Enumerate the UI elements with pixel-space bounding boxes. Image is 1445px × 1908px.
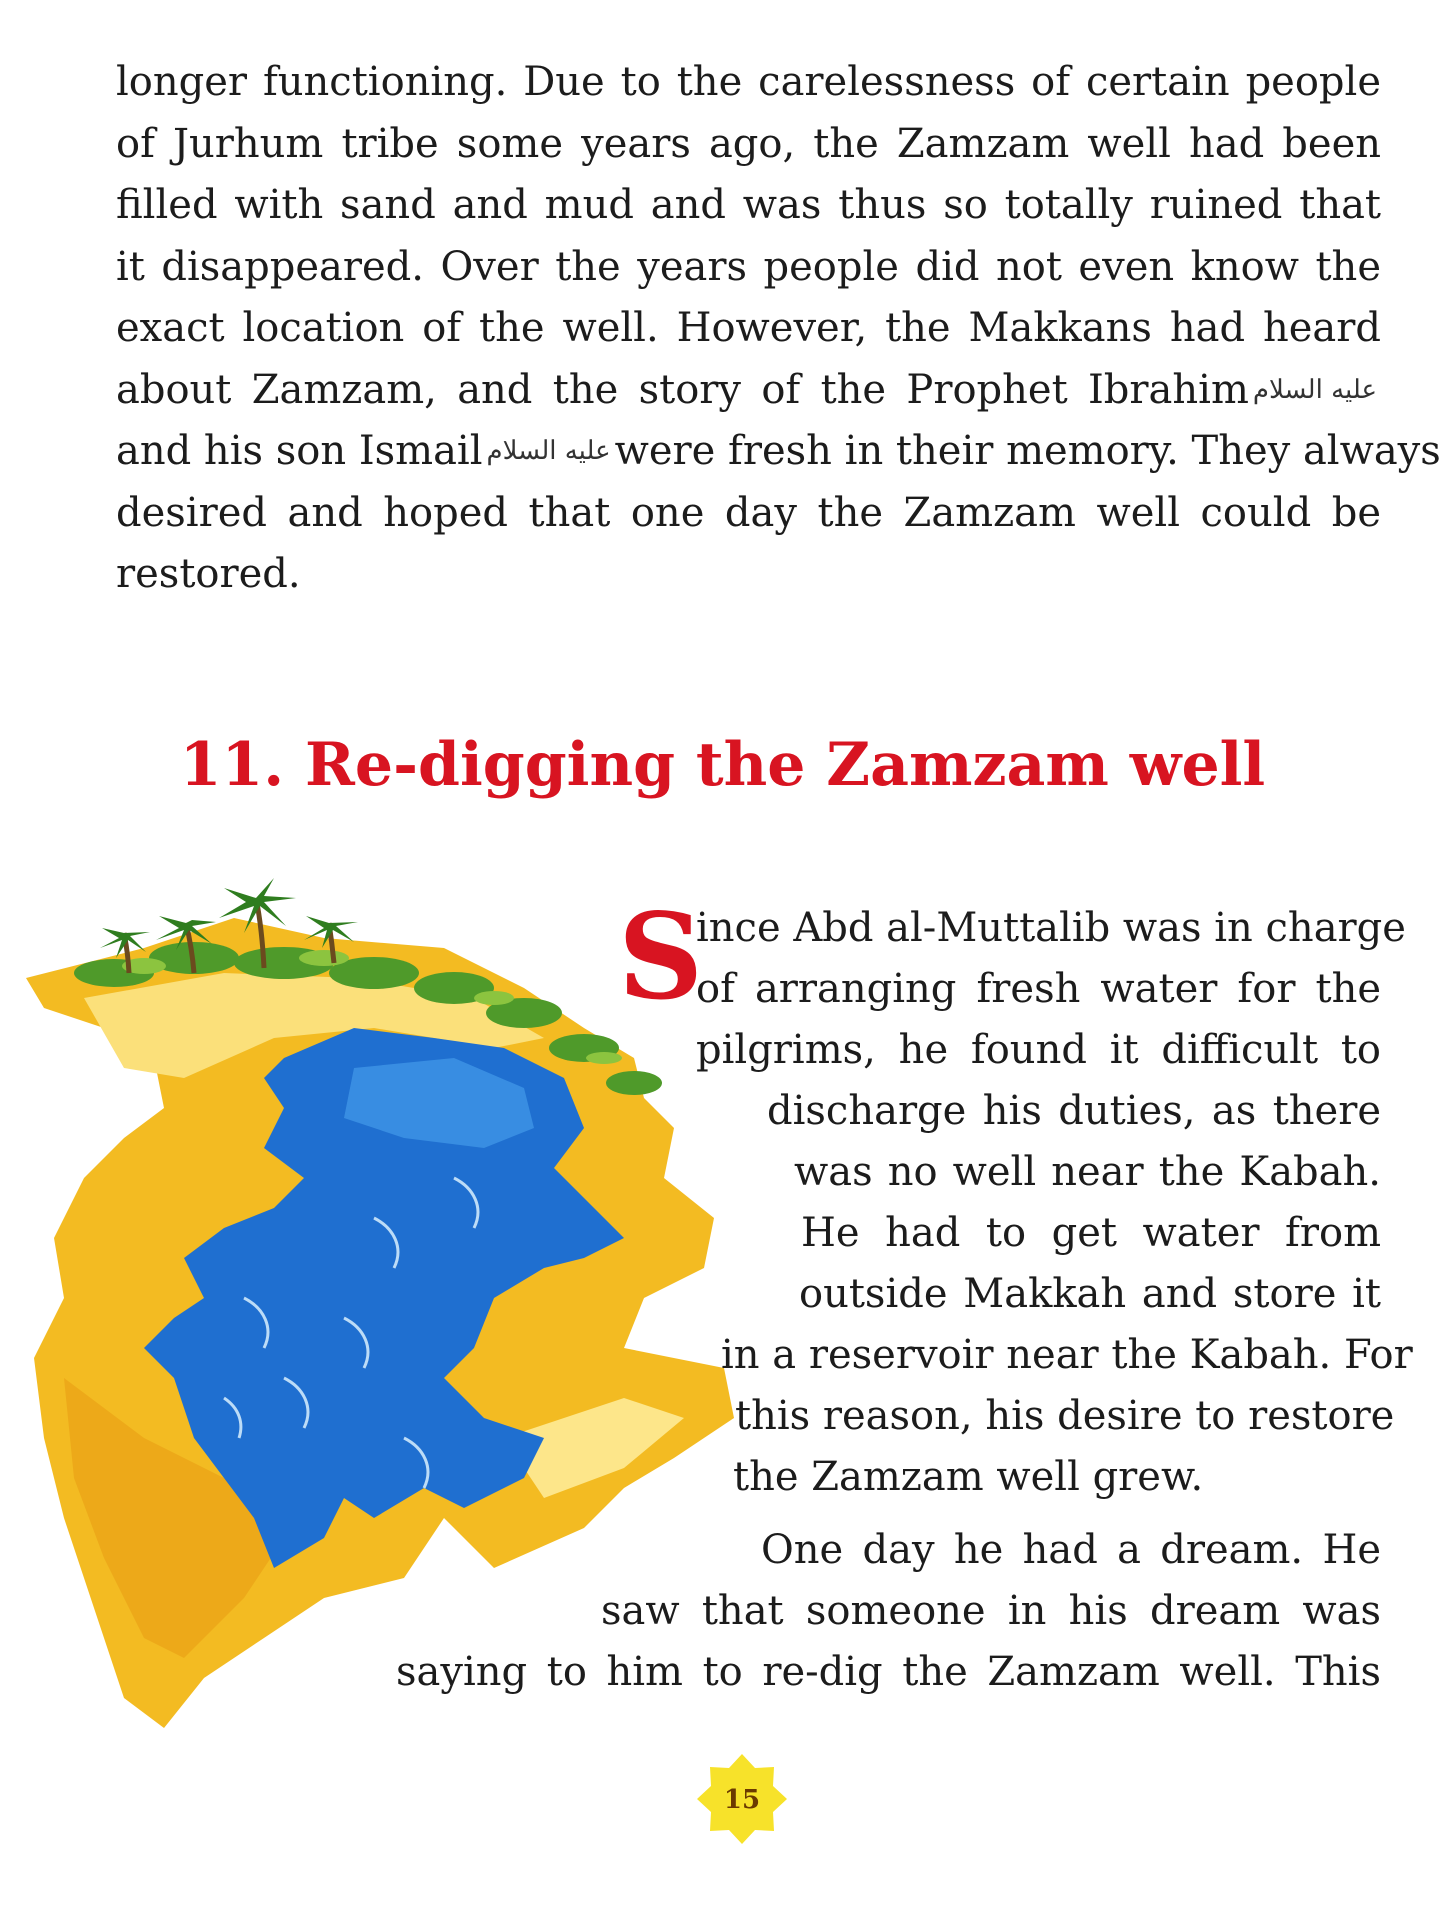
- text-line: was no well near the Kabah.: [794, 1149, 1381, 1195]
- text-line-with-honorific: [116, 421, 1441, 483]
- text-line: outside Makkah and store it: [799, 1271, 1381, 1317]
- drop-cap: S: [618, 887, 704, 1026]
- text-line: and his son Ismail: [116, 428, 483, 474]
- text-line: One day he had a dream. He: [761, 1527, 1381, 1573]
- text-line: He had to get water from: [801, 1210, 1381, 1256]
- text-line: exact location of the well. However, the Makkans had heard: [116, 305, 1381, 351]
- text-line: saying to him to re-dig the Zamzam well. This: [396, 1649, 1381, 1695]
- text-line: longer functioning. Due to the carelessness of certain people: [116, 59, 1381, 105]
- text-line: of Jurhum tribe some years ago, the Zamzam well had been: [116, 120, 1381, 167]
- text-line: the Zamzam well grew.: [733, 1454, 1204, 1500]
- text-line: in a reservoir near the Kabah. For: [721, 1332, 1413, 1378]
- honorific-glyph: عليه السلام: [486, 436, 611, 466]
- section-title: 11. Re-digging the Zamzam well: [179, 730, 1266, 800]
- text-line: of arranging fresh water for the: [696, 966, 1381, 1012]
- text-line: were fresh in their memory. They always: [614, 428, 1441, 474]
- text-line: filled with sand and mud and was thus so totally ruined that: [116, 182, 1381, 228]
- text-line: desired and hoped that one day the Zamzam well could be: [116, 489, 1381, 536]
- page-number-badge: [697, 1754, 787, 1844]
- text-line: about Zamzam, and the story of the Prophet Ibrahim: [116, 366, 1249, 413]
- honorific-glyph: عليه السلام: [1252, 374, 1377, 405]
- text-line: pilgrims, he found it difficult to: [696, 1027, 1381, 1073]
- text-line: this reason, his desire to restore: [735, 1393, 1395, 1439]
- text-line: restored.: [116, 551, 301, 597]
- top-paragraph: [116, 52, 1441, 606]
- page-number: 15: [723, 1785, 761, 1815]
- text-line: ince Abd al-Muttalib was in charge: [696, 905, 1406, 951]
- text-line: it disappeared. Over the years people did not even know the: [116, 243, 1381, 290]
- text-line: saw that someone in his dream was: [601, 1588, 1381, 1634]
- text-line-with-honorific: [116, 360, 1381, 422]
- text-line: discharge his duties, as there: [767, 1088, 1381, 1134]
